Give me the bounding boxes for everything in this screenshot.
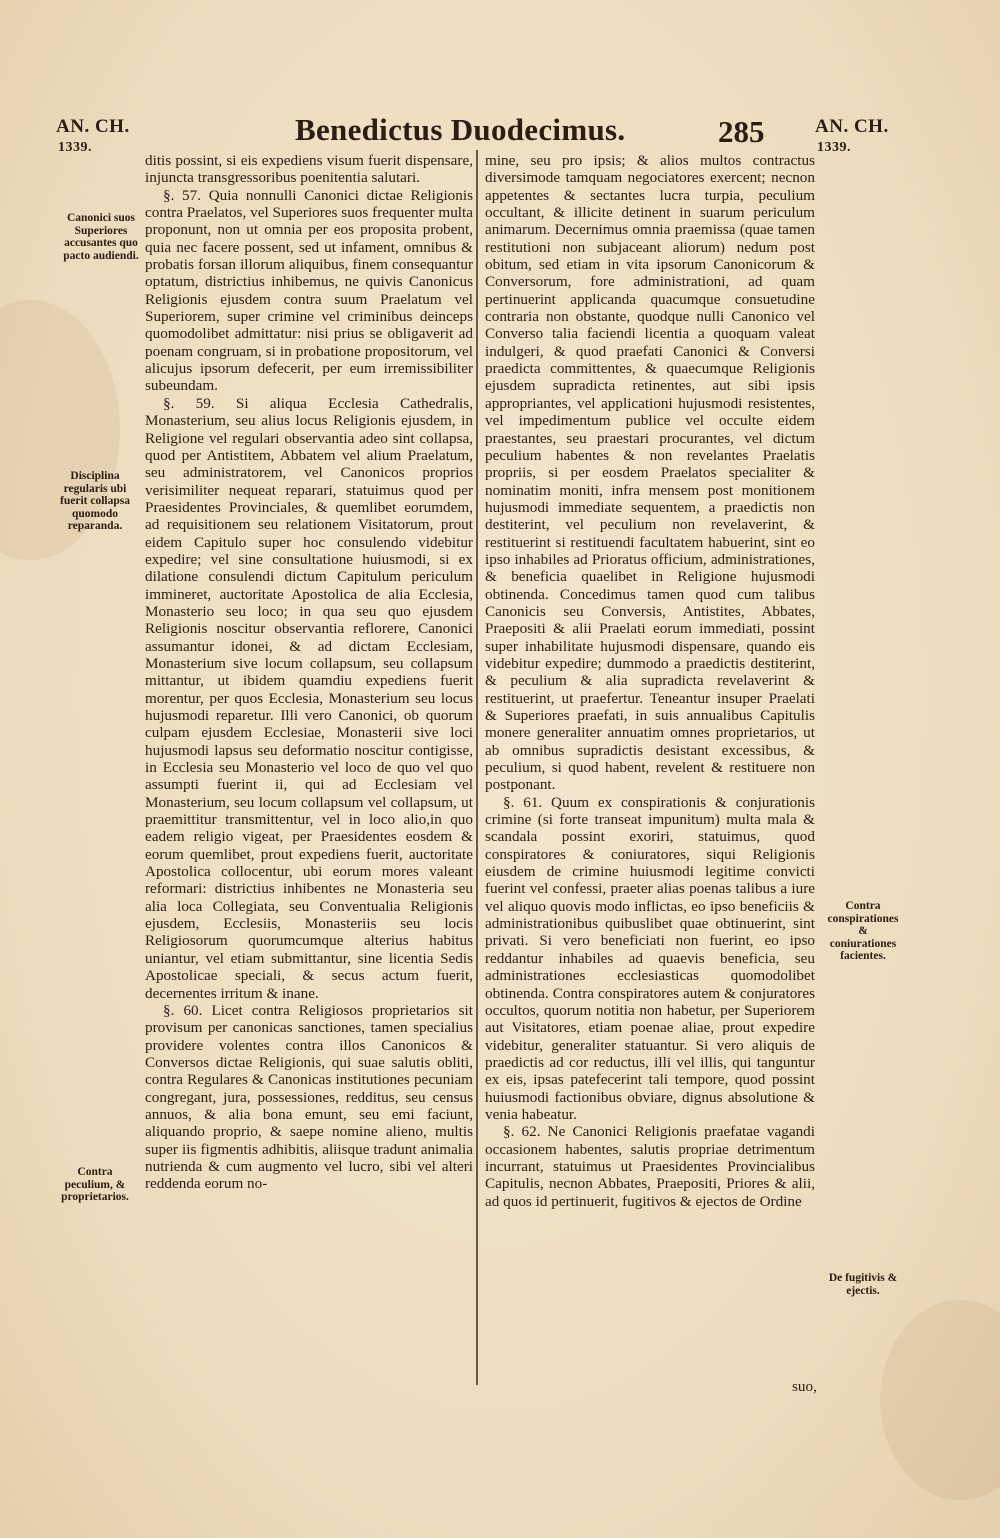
year-marker-left <box>56 116 130 156</box>
margin-note: Disciplina regularis ubi fuerit collapsa quomodo reparanda. <box>60 470 130 532</box>
paragraph-section-61: §. 61. Quum ex conspirationis & conjurationis crimine (si forte transeat impunitum) multa mala & scandala possint exoriri, statuimus, quod conspiratores & coniuratores, siqui Religionis eiusdem de crimine huiusmodi legitime convicti fuerint vel confessi, praeter alias poenas talibus a iure vel aliquo quovis modo inflictas, eo ipso beneficiis & administrationibus quibuslibet quae obtinuerint, sint privati. Si vero beneficiati non fuerint, eo ipso reddantur inhabiles ad quaevis beneficia, seu administrationes ecclesiasticas quomodolibet obtinenda. Contra conspiratores autem & conjuratores occultos, quorum notitia non habetur, per Superiorem aut Visitatores, etiam poenae aliae, prout expedire videbitur, generaliter statuantur. Si vero aliquis de praedictis ad cor reductus, illi vel illis, qui tanguntur ex eis, ipsas patefecerint tali tempore, quod possint huiusmodi factionibus obviare, dignus absolutione & venia habeatur. <box>485 793 815 1123</box>
page-number: 285 <box>718 114 765 149</box>
text-column-right <box>485 152 815 1392</box>
paragraph: ditis possint, si eis expediens visum fuerit dispensare, injuncta transgressoribus poenitentia salutari. <box>145 152 473 187</box>
paragraph-section-62: §. 62. Ne Canonici Religionis praefatae vagandi occasionem habentes, salutis propriae detrimentum incurrant, statuimus ut Praesidentes Provincialibus Capitulis, necnon Abbates, Praepositi, Priores & alii, ad quos id pertinuerit, fugitivos & ejectos de Ordine <box>485 1123 815 1210</box>
running-title: Benedictus Duodecimus. <box>295 112 626 147</box>
year-value-right: 1339. <box>817 140 851 155</box>
paragraph-section-57: §. 57. Quia nonnulli Canonici dictae Religionis contra Praelatos, vel Superiores suos frequenter multa proponunt, non ut omnia per eos proposita probent, quia nec facere possent, sed ut infament, omnibus & probatis forsan illorum aliquibus, finem consequantur optatum, districtius inhibemus, ne quivis Canonicus Religionis ejusdem contra suum Praelatum vel Superiorem, super crimine vel criminibus deinceps quomodolibet admittatur: nisi prius se obligaverit ad poenam congruam, si in probatione propositorum, vel alicujus ipsorum defecerit, per eum irremissibiliter subeundam. <box>145 186 473 395</box>
catchword: suo, <box>792 1378 817 1395</box>
margin-note: De fugitivis & ejectis. <box>828 1272 898 1297</box>
margin-note: Contra peculium, & proprietarios. <box>61 1166 129 1203</box>
year-label-right: AN. CH. <box>815 116 889 137</box>
paper-stain <box>880 1300 1000 1500</box>
year-marker-right <box>815 116 889 156</box>
paragraph-section-59: §. 59. Si aliqua Ecclesia Cathedralis, Monasterium, seu alius locus Religionis ejusdem, in Religione vel regulari observantia adeo sint collapsa, quod per Antistitem, Abbatem vel alium Praelatum, seu administratorem, vel Canonicos proprios verisimiliter nequeat reparari, statuimus quod per Praesidentes Provinciales, & quemlibet eorumdem, ad requisitionem seu relationem Visitatorum, prout eidem Capitulo super hoc consulendo videbitur expedire; vel sine consultatione huiusmodi, si ex dilatione consulendi dictum Capitulum periculum immineret, auctoritate Apostolica de alia Ecclesia, Monasterio seu loco; in qua seu quo ejusdem Religionis noscitur observantia reflorere, Canonici assumantur idonei, & ad dictam Ecclesiam, Monasterium sive locum collapsum, seu collapsum mittantur, ut ibidem quamdiu expediens fuerit morentur, per quos Ecclesia, Monasterium seu locus hujusmodi reparetur. Illi vero Canonici, ob quorum culpam ejusdem Ecclesiae, Monasterii sive loci hujusmodi lapsus seu deformatio noscitur contigisse, in Ecclesia seu Monasterio vel loco de quo vel quo assumpti fuerint ii, qui ad Ecclesiam vel Monasterium, seu locum collapsum vel collapsum, ut praemittitur transmittentur, vel in loco alio,in quo eadem religio vigeat, per Praesidentes eosdem & eorum quemlibet, prout expediens fuerit, auctoritate Apostolica collocentur, ubi eorum mores valeant reformari: districtius inhibentes ne Monasteria seu alia loca Collegiata, seu Conventualia Religionis ejusdem, Ecclesiis, Monasteriis seu locis Religiosorum quorumcumque alterius habitus uniantur, vel etiam submittantur, sine licentia Sedis Apostolicae speciali, & secus actum fuerit, decernentes irritum & inane. <box>145 394 473 1002</box>
year-label-left: AN. CH. <box>56 116 130 137</box>
column-divider <box>476 150 478 1385</box>
year-value-left: 1339. <box>58 140 92 155</box>
margin-note: Canonici suos Superiores accusantes quo pacto audiendi. <box>63 212 139 262</box>
paragraph-section-60: §. 60. Licet contra Religiosos proprietarios sit provisum per canonicas sanctiones, tamen specialius providere volentes contra illos Canonicos & Conversos dictae Religionis, qui suae salutis obliti, contra Regulares & Canonicas institutiones pecuniam congregant, jura, possessiones, redditus, seu census annuos, & alia bona emunt, seu emi faciunt, aliquando proprio, & saepe nomine alieno, multis super iis figmentis adhibitis, aliisque tradunt animalia nutrienda & cum augmento vel lucro, sibi vel alteri reddenda eorum no- <box>145 1001 473 1193</box>
margin-note: Contra conspirationes & coniurationes facientes. <box>827 900 899 962</box>
text-column-left <box>145 152 473 1382</box>
paragraph: mine, seu pro ipsis; & alios multos contractus diversimode tamquam negociatores exercent; necnon appetentes & sectantes lucra turpia, peculium occultant, & illicite detinent in suarum periculum animarum. Decernimus omnia praemissa (quae tamen restitutioni non subjaceant aliorum) nedum post obitum, sed etiam in vita ipsorum Canonicorum & Conversorum, fore administrationi, ad quam pertinuerint applicanda quacumque consuetudine contraria non obstante, quodque nulli Canonico vel Converso talia faciendi licentia a quoquam valeat indulgeri, & quod praefati Canonici & Conversi praedicta committentes, & quaecumque Religionis ejusdem supradicta retinentes, aut sibi ipsis appropriantes, vel applicationi hujusmodi resistentes, vel impedimentum publice vel occulte eidem praestantes, seu praestari procurantes, vel dictum peculium habentes & non revelantes Praelatis propriis, si per eosdem Praelatos specialiter & nominatim moniti, infra mensem post monitionem hujusmodi immediate sequentem, a praedictis non destiterint, vel peculium non revelaverint, & restituerint si restituendi facultatem habuerint, sint eo ipso inhabiles ad Prioratus officium, administrationes, & beneficia quaelibet in Religione hujusmodi obtinenda. Concedimus tamen quod cum talibus Canonicis seu Conversis, Antistites, Abbates, Praepositi & alii Praelati eorum immediati, possint super inhabilitate hujusmodi dispensare, quando eis videbitur expedire; dummodo a praedictis destiterint, & peculium & alia supradicta revelaverint & restituerint, ut praefertur. Teneantur insuper Praelati & Superiores praefati, in suis annualibus Capitulis monere generaliter annuatim omnes proprietarios, ut ab omnibus supradictis desistant excessibus, & peculium, si quod habent, revelent & restituere non postponant. <box>485 152 815 794</box>
